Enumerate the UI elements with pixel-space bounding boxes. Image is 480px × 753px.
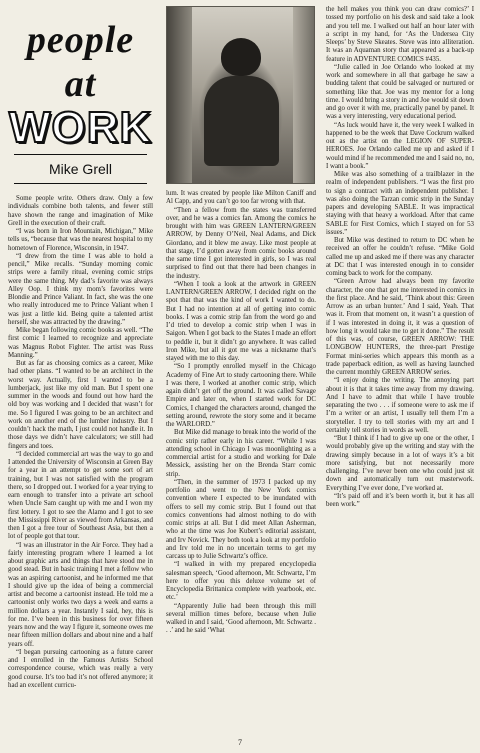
article-column-1 xyxy=(8,195,153,690)
article-paragraph: “Then a fellow from the states was transferred over, and he was a comics fan. Among the comics he brought with him was GREEN LANTERN/GREEN ARROW, by Denny O’Neil, Neal Adams, and Dick Giordano, and it blew me away. Like most people at that stage, I’d gotten away from comic books around the same time I got interested in girls, so I was real surprised to find out that there had been changes in the industry. xyxy=(166,206,316,280)
article-paragraph: “So I promptly enrolled myself in the Chicago Academy of Fine Art to study cartooning there. While I was there, I worked at another comic strip, which again didn’t get off the ground. It was called Savage Empire and later on, when I started work for DC Comics, I changed the characters around, changed the setting around, rewrote the story some and it became the WARLORD.” xyxy=(166,363,316,428)
article-paragraph: Some people write. Others draw. Only a few individuals combine both talents, and fewer still have shown the range and imagination of Mike Grell in the execution of their craft. xyxy=(8,195,153,227)
page-number: 7 xyxy=(238,738,242,747)
title-work: WORK xyxy=(8,103,153,152)
article-paragraph: “I began pursuing cartooning as a future career and I enrolled in the Famous Artists School correspondence course, which was really a very good course. It’s too bad it’s not offered anymore; it had an excellent curricu- xyxy=(8,648,153,689)
author-photo xyxy=(166,6,315,184)
article-paragraph: “I drew from the time I was able to hold a pencil,” Mike recalls. “Sunday morning comic strips were a family ritual, evening comic strips were the same thing. My dad’s favorite was always Alley Oop. I think my mom’s favorites were Blondie and Prince Valiant. In fact, she was the one who really introduced me to Prince Valiant when I was just a little kid. Being quite a talented artist herself, she was attracted by the drawing.” xyxy=(8,252,153,326)
article-paragraph: “When I took a look at the artwork in GREEN LANTERN/GREEN ARROW, I decided right on the spot that that was the kind of work I wanted to do. But I had no intention at all of getting into comic books. I was a comic strip fan from the word go and I’d tried to develop a comic strip when I was in Saigon. When I got back to the States I made an effort to peddle it, but it didn’t go anywhere. It was called Iron Mike, but all it got me was a nickname that’s stayed with me to this day. xyxy=(166,280,316,362)
article-paragraph: “As luck would have it, the very week I walked in happened to be the week that Dave Cockrum walked out as the artist on the LEGION OF SUPER-HEROES. Joe Orlando called me up and asked if I would mind if he recommended me and I said no, no, I want a book.” xyxy=(326,121,474,170)
article-paragraph: “It’s paid off and it’s been worth it, but it has all been work.” xyxy=(326,492,474,508)
article-paragraph: “I was born in Iron Mountain, Michigan,” Mike tells us, “because that was the nearest hospital to my hometown of Florence, Wisconsin, in 1947. xyxy=(8,228,153,252)
article-column-2 xyxy=(166,190,316,636)
article-paragraph: “I walked in with my prepared encyclopedia salesman speech, ‘Good afternoon, Mr. Schwartz, I’m here to offer you this deluxe volume set of Encyclopedia Brittanica complete with yearbook, etc. etc.’ xyxy=(166,561,316,602)
article-paragraph: “I enjoy doing the writing. The annoying part about it is that it takes time away from my drawing. And I have to admit that while I have trouble separating the two . . . if someone were to ask me if I’m a writer or an artist, I usually tell them I’m a storyteller. I try to tell stories with my art and I certainly tell stories in words as well. xyxy=(326,377,474,434)
masthead-rule xyxy=(14,154,147,155)
article-column-3 xyxy=(326,6,474,509)
article-paragraph: Mike was also something of a trailblazer in the realm of independent publishers. “I was the first pro to sign a contract with an independent publisher. I was also doing the Tarzan comic strip in the Sunday papers and developing SABLE. It was impractical staying with that heavy a workload. After that came SABLE for First Comics, which I stayed on for 53 issues.” xyxy=(326,171,474,236)
article-paragraph: “I was an illustrator in the Air Force. They had a fairly interesting program where I learned a lot about graphic arts and things that have stood me in good stead. But in basic training I met a fellow who was an aspiring cartoonist, and he informed me that I should give up the idea of being a commercial artist and become a cartoonist instead. He told me a cartoonist only works two days a week and earns a million dollars a year. Instantly I said, hey, this is for me. I’ve been in this business for over fifteen years now and the way I figure it, someone owes me near fifteen million dollars and about nine and a half years off. xyxy=(8,541,153,648)
author-byline: Mike Grell xyxy=(48,161,112,177)
article-paragraph: Mike began following comic books as well. “The first comic I learned to recognize and appreciate was Magnus Robot Fighter. The artist was Russ Manning.” xyxy=(8,327,153,359)
article-paragraph: “Julie called in Joe Orlando who looked at my work and somewhere in all that garbage he saw a budding talent that could be salvaged or nurtured or something like that. Joe was my mentor for a long time. I would bring a story in and Joe would sit down and go over it with me, practically panel by panel. It was a very interesting, very educational period. xyxy=(326,63,474,121)
article-paragraph: the hell makes you think you can draw comics?’ I tossed my portfolio on his desk and said take a look and you tell me. I walked out half an hour later with a script in my hand, for ‘As the Undersea City Sleeps’ by Steve Skeates. Steve was into alliteration. It was an Aquaman story that appeared as a back-up feature in ADVENTURE COMICS #435. xyxy=(326,6,474,63)
article-paragraph: lum. It was created by people like Milton Caniff and Al Capp, and you can’t go too far wrong with that. xyxy=(166,190,316,206)
title-people-at: people at xyxy=(26,19,135,105)
photo-frame xyxy=(166,6,315,184)
article-paragraph: “I decided commercial art was the way to go and I attended the University of Wisconsin at Green Bay for a year in an attempt to get some sort of art training, but I was not satisfied with the program there, so I dropped out. I worked for a year trying to earn enough to transfer into a private art school when Uncle Sam caught up with me and I won my first lottery. I got to see the Alamo and I got to see the Mississippi River as viewed from Arkansas, and then I got a free tour of Southeast Asia, but then a lot of people got that tour. xyxy=(8,450,153,541)
article-paragraph: But as far as choosing comics as a career, Mike had other plans. “I wanted to be an architect in the worst way. Actually, first I wanted to be a lumberjack, just like my old man. But I spent one summer in the woods and found out how hard the old boy was working and I decided that wasn’t for me. So I figured I was going to be an architect and work on another end of the lumber industry. But I couldn’t hack the math, I just could not handle it. In those days we didn’t have calculators; we still had fingers and toes. xyxy=(8,360,153,450)
masthead xyxy=(8,4,153,177)
article-paragraph: “Apparently Julie had been through this mill several million times before, because when Julie walked in and I said, ‘Good afternoon, Mr. Schwartz . . .’ and he said ‘What xyxy=(166,602,316,635)
article-paragraph: “Green Arrow had always been my favorite character, the one that got me interested in comics in the first place. And he said, ‘Think about this: Green Arrow as an urban hunter.’ And I said, Yeah. That was it. From that moment on, it wasn’t a question of if I was interested in doing it, it was a question of how long it would take me to get it done.” The result of this was, of course, GREEN ARROW: THE LONGBOW HUNTERS, the three-part Prestige Format mini-series which appears this month as a trade paperback edition, as well as having launched the current monthly GREEN ARROW series. xyxy=(326,278,474,376)
article-paragraph: “Then, in the summer of 1973 I packed up my portfolio and went to the New York comics convention where I expected to be inundated with offers to sell my comic strip. But I found out that comics conventions had almost nothing to do with comic strips at all. But I did meet Allan Asherman, who at the time was Joe Kubert’s editorial assistant, and Irv Novick. They both took a look at my portfolio and Irv told me in no uncertain terms to get my carcass up to Julie Schwartz’s office. xyxy=(166,478,316,560)
byline-rule xyxy=(14,183,147,184)
article-paragraph: “But I think if I had to give up one or the other, I would probably give up the writing and stay with the drawing simply because in a lot of ways it’s a bit more satisfying, but not necessarily more challenging. I’ve never been one who could just sit down and automatically turn out masterwork. Everything I’ve ever done, I’ve worked at. xyxy=(326,435,474,492)
article-paragraph: But Mike did manage to break into the world of the comic strip rather early in his career. “While I was attending school in Chicago I was moonlighting as a commercial artist for a studio and working for Dale Messick, assisting her on the Brenda Starr comic strip. xyxy=(166,429,316,478)
article-paragraph: But Mike was destined to return to DC when he received an offer he couldn’t refuse. “Mike Gold called me up and asked me if there was any character at DC that I was interested enough in to consider coming back to work for the company. xyxy=(326,237,474,277)
